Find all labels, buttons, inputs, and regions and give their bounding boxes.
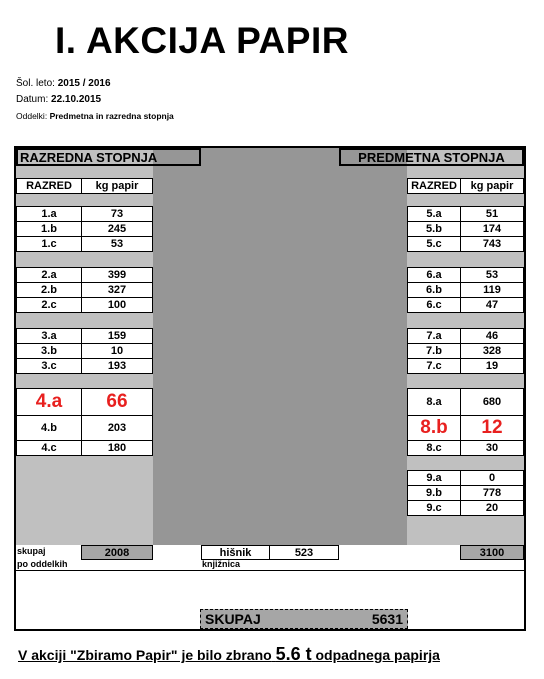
left-col-class-header: RAZRED [16, 178, 82, 194]
library-label: knjižnica [202, 559, 241, 569]
left-sum-value: 2008 [81, 545, 153, 560]
right-row-class: 5.a [407, 206, 461, 222]
left-row-kg-highlight: 66 [81, 388, 153, 416]
left-row-class: 3.a [16, 328, 82, 344]
right-row-class-highlight: 8.b [407, 415, 461, 441]
collection-sheet [14, 146, 526, 631]
left-row-class: 1.c [16, 236, 82, 252]
footer-prefix: V akciji "Zbiramo Papir" je bilo zbrano [18, 647, 272, 663]
right-row-class: 6.a [407, 267, 461, 283]
footer-suffix: odpadnega papirja [315, 647, 440, 663]
right-row-class: 7.a [407, 328, 461, 344]
left-col-kg-header: kg papir [81, 178, 153, 194]
school-year-value: 2015 / 2016 [57, 78, 111, 89]
right-row-class: 6.b [407, 282, 461, 298]
left-row-class: 1.b [16, 221, 82, 237]
date [16, 94, 101, 105]
left-row-kg: 327 [81, 282, 153, 298]
page-title: I. AKCIJA PAPIR [55, 20, 349, 61]
janitor-label: hišnik [201, 545, 270, 560]
right-row-kg: 53 [460, 267, 524, 283]
departments-value: Predmetna in razredna stopnja [49, 111, 174, 121]
left-row-kg: 10 [81, 343, 153, 359]
grand-total [200, 609, 408, 629]
right-row-class: 5.b [407, 221, 461, 237]
departments [16, 111, 174, 121]
left-row-kg: 245 [81, 221, 153, 237]
right-row-kg: 20 [460, 500, 524, 516]
right-row-class: 9.b [407, 485, 461, 501]
sum-label: skupaj [17, 546, 46, 556]
right-row-kg: 47 [460, 297, 524, 313]
right-row-kg: 51 [460, 206, 524, 222]
date-label: Datum: [16, 94, 49, 105]
right-row-kg: 680 [460, 388, 524, 416]
right-row-class: 9.a [407, 470, 461, 486]
right-row-kg: 778 [460, 485, 524, 501]
center-column [153, 148, 407, 545]
right-row-class: 7.b [407, 343, 461, 359]
left-row-kg: 100 [81, 297, 153, 313]
divider [16, 570, 524, 571]
right-row-kg: 328 [460, 343, 524, 359]
right-row-class: 7.c [407, 358, 461, 374]
left-row-kg: 180 [81, 440, 153, 456]
right-row-class: 8.c [407, 440, 461, 456]
left-row-class: 2.b [16, 282, 82, 298]
departments-label: Oddelki: [16, 111, 48, 121]
right-row-kg: 743 [460, 236, 524, 252]
left-row-class: 1.a [16, 206, 82, 222]
left-row-kg: 159 [81, 328, 153, 344]
right-row-kg: 19 [460, 358, 524, 374]
janitor-value: 523 [269, 545, 339, 560]
left-row-kg: 73 [81, 206, 153, 222]
right-row-class: 9.c [407, 500, 461, 516]
right-row-kg: 119 [460, 282, 524, 298]
left-row-class: 3.b [16, 343, 82, 359]
right-col-kg-header: kg papir [460, 178, 524, 194]
school-year [16, 78, 111, 89]
left-row-class: 2.a [16, 267, 82, 283]
right-row-kg: 30 [460, 440, 524, 456]
right-row-class: 8.a [407, 388, 461, 416]
left-row-class: 3.c [16, 358, 82, 374]
right-row-class: 5.c [407, 236, 461, 252]
sum-sub-label: po oddelkih [17, 559, 68, 569]
right-heading: PREDMETNA STOPNJA [339, 148, 524, 166]
right-row-kg: 174 [460, 221, 524, 237]
right-row-kg-highlight: 12 [460, 415, 524, 441]
grand-total-value: 5631 [371, 611, 403, 627]
left-row-kg: 193 [81, 358, 153, 374]
left-row-class-highlight: 4.a [16, 388, 82, 416]
left-row-class: 4.b [16, 415, 82, 441]
right-row-kg: 46 [460, 328, 524, 344]
date-value: 22.10.2015 [51, 94, 102, 105]
left-row-kg: 399 [81, 267, 153, 283]
right-col-class-header: RAZRED [407, 178, 461, 194]
grand-total-label: SKUPAJ [205, 611, 261, 627]
left-heading: RAZREDNA STOPNJA [16, 148, 201, 166]
right-row-class: 6.c [407, 297, 461, 313]
right-row-kg: 0 [460, 470, 524, 486]
footer-summary [18, 644, 440, 665]
left-row-class: 4.c [16, 440, 82, 456]
left-row-class: 2.c [16, 297, 82, 313]
footer-amount: 5.6 t [275, 644, 312, 664]
left-row-kg: 53 [81, 236, 153, 252]
school-year-label: Šol. leto: [16, 78, 55, 89]
left-row-kg: 203 [81, 415, 153, 441]
right-sum-value: 3100 [460, 545, 524, 560]
